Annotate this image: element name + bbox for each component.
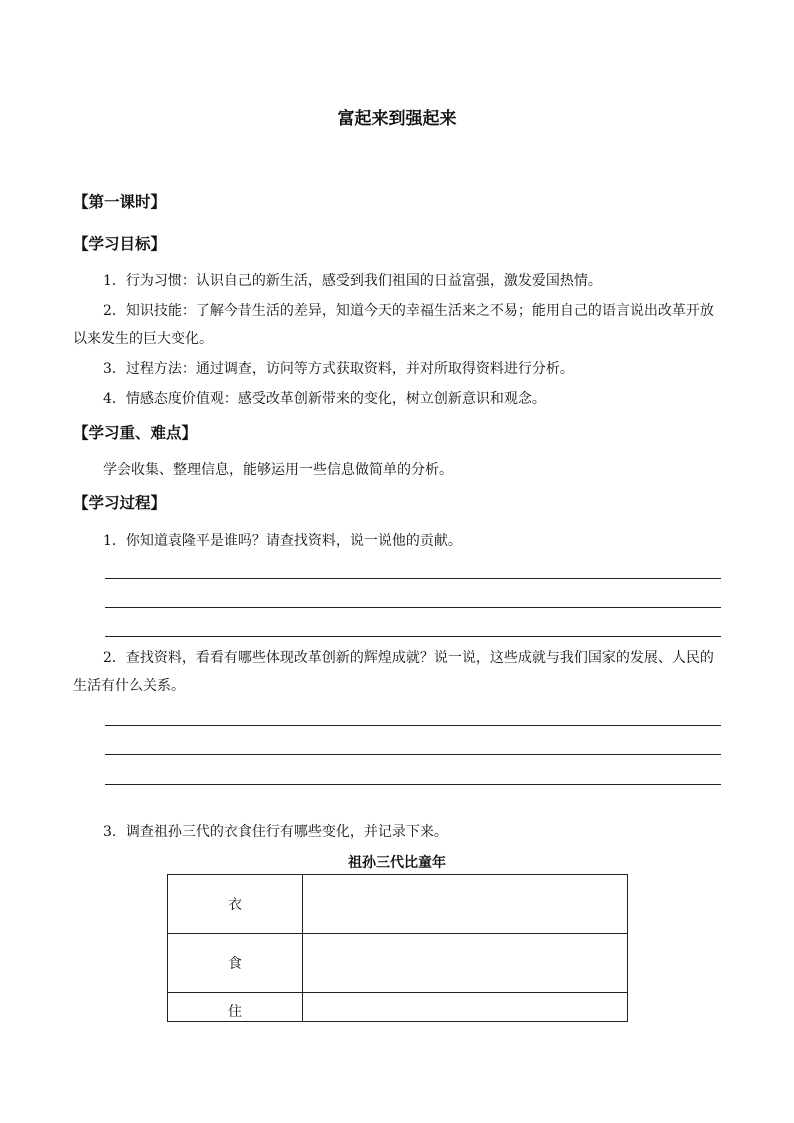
row-label-food: 食 bbox=[168, 934, 303, 993]
question-3: 3．调查祖孙三代的衣食住行有哪些变化，并记录下来。 bbox=[103, 824, 448, 840]
table-row bbox=[168, 934, 628, 993]
row-label-housing: 住 bbox=[168, 993, 303, 1022]
heading-process: 【学习过程】 bbox=[73, 494, 167, 512]
question-2: 2．查找资料，看看有哪些体现改革创新的辉煌成就？说一说，这些成就与我们国家的发展、人民的生活有什么关系。 bbox=[73, 650, 714, 694]
answer-line bbox=[105, 578, 721, 579]
document-title: 富起来到强起来 bbox=[337, 109, 457, 129]
heading-objectives: 【学习目标】 bbox=[73, 235, 167, 253]
table-row bbox=[168, 875, 628, 934]
table-caption: 祖孙三代比童年 bbox=[348, 855, 446, 871]
row-label-clothing: 衣 bbox=[168, 875, 303, 934]
key-points-text: 学会收集、整理信息，能够运用一些信息做简单的分析。 bbox=[103, 462, 453, 478]
objective-1: 1．行为习惯：认识自己的新生活，感受到我们祖国的日益富强，激发爱国热情。 bbox=[103, 273, 602, 289]
answer-cell-housing[interactable] bbox=[303, 993, 628, 1022]
table-row bbox=[168, 993, 628, 1022]
heading-lesson: 【第一课时】 bbox=[73, 193, 167, 211]
answer-line bbox=[105, 784, 721, 785]
answer-line bbox=[105, 725, 721, 726]
question-1: 1．你知道袁隆平是谁吗？请查找资料，说一说他的贡献。 bbox=[103, 533, 462, 549]
objective-4: 4．情感态度价值观：感受改革创新带来的变化，树立创新意识和观念。 bbox=[103, 391, 546, 407]
objective-3: 3．过程方法：通过调查，访问等方式获取资料，并对所取得资料进行分析。 bbox=[103, 361, 574, 377]
objective-2: 2．知识技能：了解今昔生活的差异，知道今天的幸福生活来之不易；能用自己的语言说出改革开放以来发生的巨大变化。 bbox=[73, 303, 714, 347]
answer-line bbox=[105, 636, 721, 637]
answer-line bbox=[105, 754, 721, 755]
heading-key-points: 【学习重、难点】 bbox=[73, 424, 198, 442]
answer-cell-food[interactable] bbox=[303, 934, 628, 993]
answer-cell-clothing[interactable] bbox=[303, 875, 628, 934]
survey-table bbox=[167, 874, 628, 1022]
answer-line bbox=[105, 607, 721, 608]
